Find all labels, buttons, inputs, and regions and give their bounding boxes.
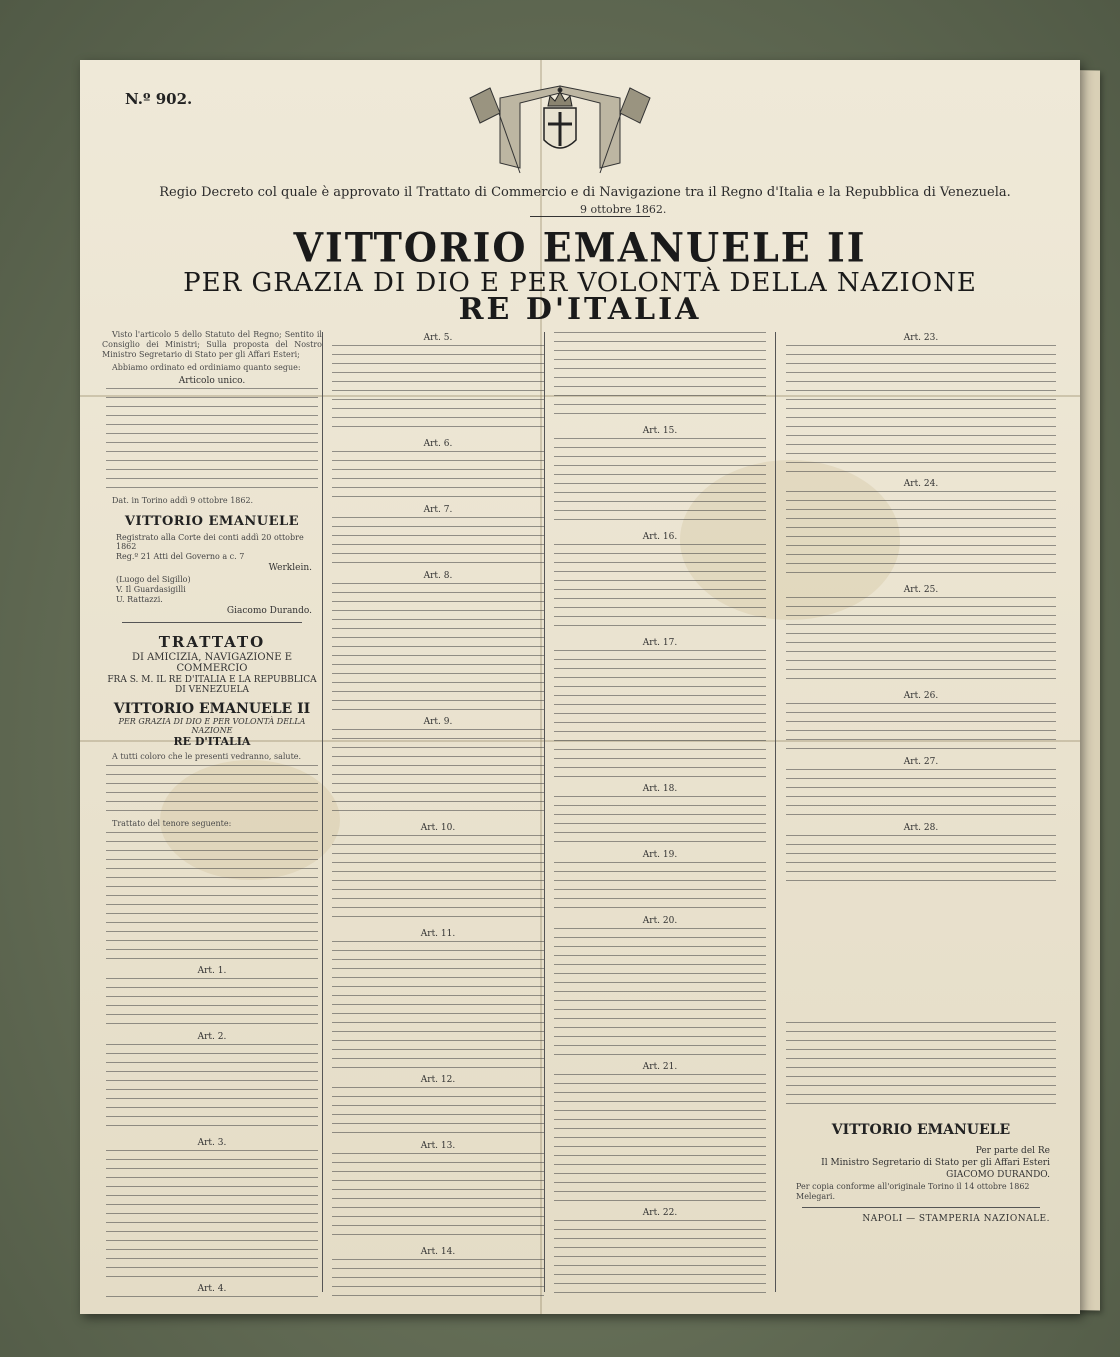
grace-subheading: PER GRAZIA DI DIO E PER VOLONTÀ DELLA NAZIONE xyxy=(183,268,977,298)
text-block xyxy=(786,491,1056,581)
article-heading: Art. 23. xyxy=(903,333,939,343)
king-name-heading: VITTORIO EMANUELE II xyxy=(293,223,867,272)
article-heading: Art. 5. xyxy=(423,333,453,343)
text-block xyxy=(106,388,318,438)
text-block xyxy=(554,650,766,780)
text-block xyxy=(332,729,544,819)
article-heading: Art. 24. xyxy=(903,479,939,489)
column-1 xyxy=(102,330,322,1300)
text-block xyxy=(106,1296,318,1300)
article-heading: Art. 27. xyxy=(903,757,939,767)
article-heading: Art. 19. xyxy=(642,850,678,860)
text-block xyxy=(786,835,1056,885)
article-heading: Art. 21. xyxy=(642,1062,678,1072)
article-heading: Art. 13. xyxy=(420,1141,456,1151)
article-heading: Art. 12. xyxy=(420,1075,456,1085)
article-heading: Art. 26. xyxy=(903,691,939,701)
text-block xyxy=(332,345,544,435)
article-heading: Art. 3. xyxy=(197,1138,227,1148)
guardasigilli: V. Il Guardasigilli xyxy=(116,585,186,594)
article-heading: Art. 11. xyxy=(420,929,456,939)
article-heading: Art. 1. xyxy=(197,966,227,976)
decree-order: Abbiamo ordinato ed ordiniamo quanto segue: xyxy=(112,363,301,372)
text-block xyxy=(786,769,1056,819)
article-heading: Articolo unico. xyxy=(178,376,246,386)
melegari: Melegari. xyxy=(796,1192,836,1201)
text-block xyxy=(786,597,1056,687)
article-heading: Art. 10. xyxy=(420,823,456,833)
signature: VITTORIO EMANUELE xyxy=(124,514,300,529)
royal-crest-icon xyxy=(460,68,660,178)
seal-place: (Luogo del Sigillo) xyxy=(116,575,191,584)
article-heading: Art. 22. xyxy=(642,1208,678,1218)
column-2 xyxy=(328,330,548,1300)
divider xyxy=(122,622,302,623)
decree-dat: Dat. in Torino addì 9 ottobre 1862. xyxy=(112,496,254,505)
document-number: N.º 902. xyxy=(125,90,193,108)
text-block xyxy=(554,1074,766,1204)
text-block xyxy=(332,1153,544,1243)
text-block xyxy=(554,862,766,912)
text-block xyxy=(106,765,318,815)
copia-conforme: Per copia conforme all'originale Torino il 14 ottobre 1862 xyxy=(796,1182,1030,1191)
text-block xyxy=(554,796,766,846)
durando-final: GIACOMO DURANDO. xyxy=(946,1170,1050,1180)
column-rule xyxy=(775,332,776,1292)
column-4 xyxy=(782,330,1060,1300)
text-block xyxy=(332,583,544,713)
article-heading: Art. 25. xyxy=(903,585,939,595)
registrar-name: Werklein. xyxy=(268,563,312,573)
text-block xyxy=(554,544,766,634)
salute-line: A tutti coloro che le presenti vedranno, salute. xyxy=(112,752,302,761)
text-block xyxy=(786,345,1056,475)
decree-date: 9 ottobre 1862. xyxy=(580,203,667,216)
article-heading: Art. 6. xyxy=(423,439,453,449)
text-block xyxy=(332,941,544,1071)
rattazzi: U. Rattazzi. xyxy=(116,595,163,604)
printer-imprint: NAPOLI — STAMPERIA NAZIONALE. xyxy=(862,1214,1050,1224)
text-block xyxy=(554,928,766,1058)
article-heading: Art. 16. xyxy=(642,532,678,542)
article-heading: Art. 17. xyxy=(642,638,678,648)
king-name-small: VITTORIO EMANUELE II xyxy=(113,701,311,717)
final-signature: VITTORIO EMANUELE xyxy=(831,1122,1011,1138)
text-block xyxy=(106,1044,318,1134)
article-heading: Art. 7. xyxy=(423,505,453,515)
text-block xyxy=(106,442,318,492)
text-block xyxy=(332,835,544,925)
decree-intro: Visto l'articolo 5 dello Statuto del Regno; Sentito il Consiglio dei Ministri; Sulla proposta del Nostro Ministro Segretario di Stato per gli Affari Esteri; xyxy=(102,330,322,359)
treaty-subheading: DI AMICIZIA, NAVIGAZIONE E COMMERCIO xyxy=(131,652,293,674)
decree-title: Regio Decreto col quale è approvato il Trattato di Commercio e di Navigazione tra il Regno d'Italia e la Repubblica di Venezuela. xyxy=(159,185,1011,200)
article-heading: Art. 15. xyxy=(642,426,678,436)
article-heading: Art. 9. xyxy=(423,717,453,727)
text-block xyxy=(554,438,766,528)
article-heading: Art. 14. xyxy=(420,1247,456,1257)
text-block xyxy=(332,1087,544,1137)
ratification-block xyxy=(782,1020,1060,1224)
treaty-parties: FRA S. M. IL RE D'ITALIA E LA REPUBBLICA DI VENEZUELA xyxy=(107,675,317,695)
registration-ref: Reg.º 21 Atti del Governo a c. 7 xyxy=(116,552,245,561)
treaty-heading: TRATTATO xyxy=(158,633,266,651)
article-heading: Art. 18. xyxy=(642,784,678,794)
column-rule xyxy=(322,332,323,1292)
column-3 xyxy=(550,330,770,1300)
per-parte-del-re: Per parte del Re xyxy=(975,1146,1050,1156)
tenore-line: Trattato del tenore seguente: xyxy=(112,819,232,828)
text-block xyxy=(106,1150,318,1280)
text-block xyxy=(332,517,544,567)
text-block xyxy=(106,978,318,1028)
article-heading: Art. 8. xyxy=(423,571,453,581)
decree-document xyxy=(80,60,1080,1314)
text-block xyxy=(554,1220,766,1300)
article-heading: Art. 28. xyxy=(903,823,939,833)
text-block xyxy=(786,1022,1056,1112)
article-heading: Art. 20. xyxy=(642,916,678,926)
registration-note: Registrato alla Corte dei conti addì 20 ottobre 1862 xyxy=(116,533,304,551)
ministro-note: Il Ministro Segretario di Stato per gli Affari Esteri xyxy=(821,1158,1050,1168)
text-block xyxy=(786,703,1056,753)
text-block xyxy=(554,332,766,422)
grace-small: PER GRAZIA DI DIO E PER VOLONTÀ DELLA NAZIONE xyxy=(118,717,306,735)
re-small: RE D'ITALIA xyxy=(173,735,251,748)
text-block xyxy=(106,832,318,962)
article-heading: Art. 4. xyxy=(197,1284,227,1294)
re-d-italia-heading: RE D'ITALIA xyxy=(458,292,702,327)
article-heading: Art. 2. xyxy=(197,1032,227,1042)
durando-signature: Giacomo Durando. xyxy=(226,606,312,616)
divider xyxy=(530,216,650,217)
text-block xyxy=(332,1259,544,1300)
text-block xyxy=(332,451,544,501)
divider xyxy=(802,1207,1040,1208)
